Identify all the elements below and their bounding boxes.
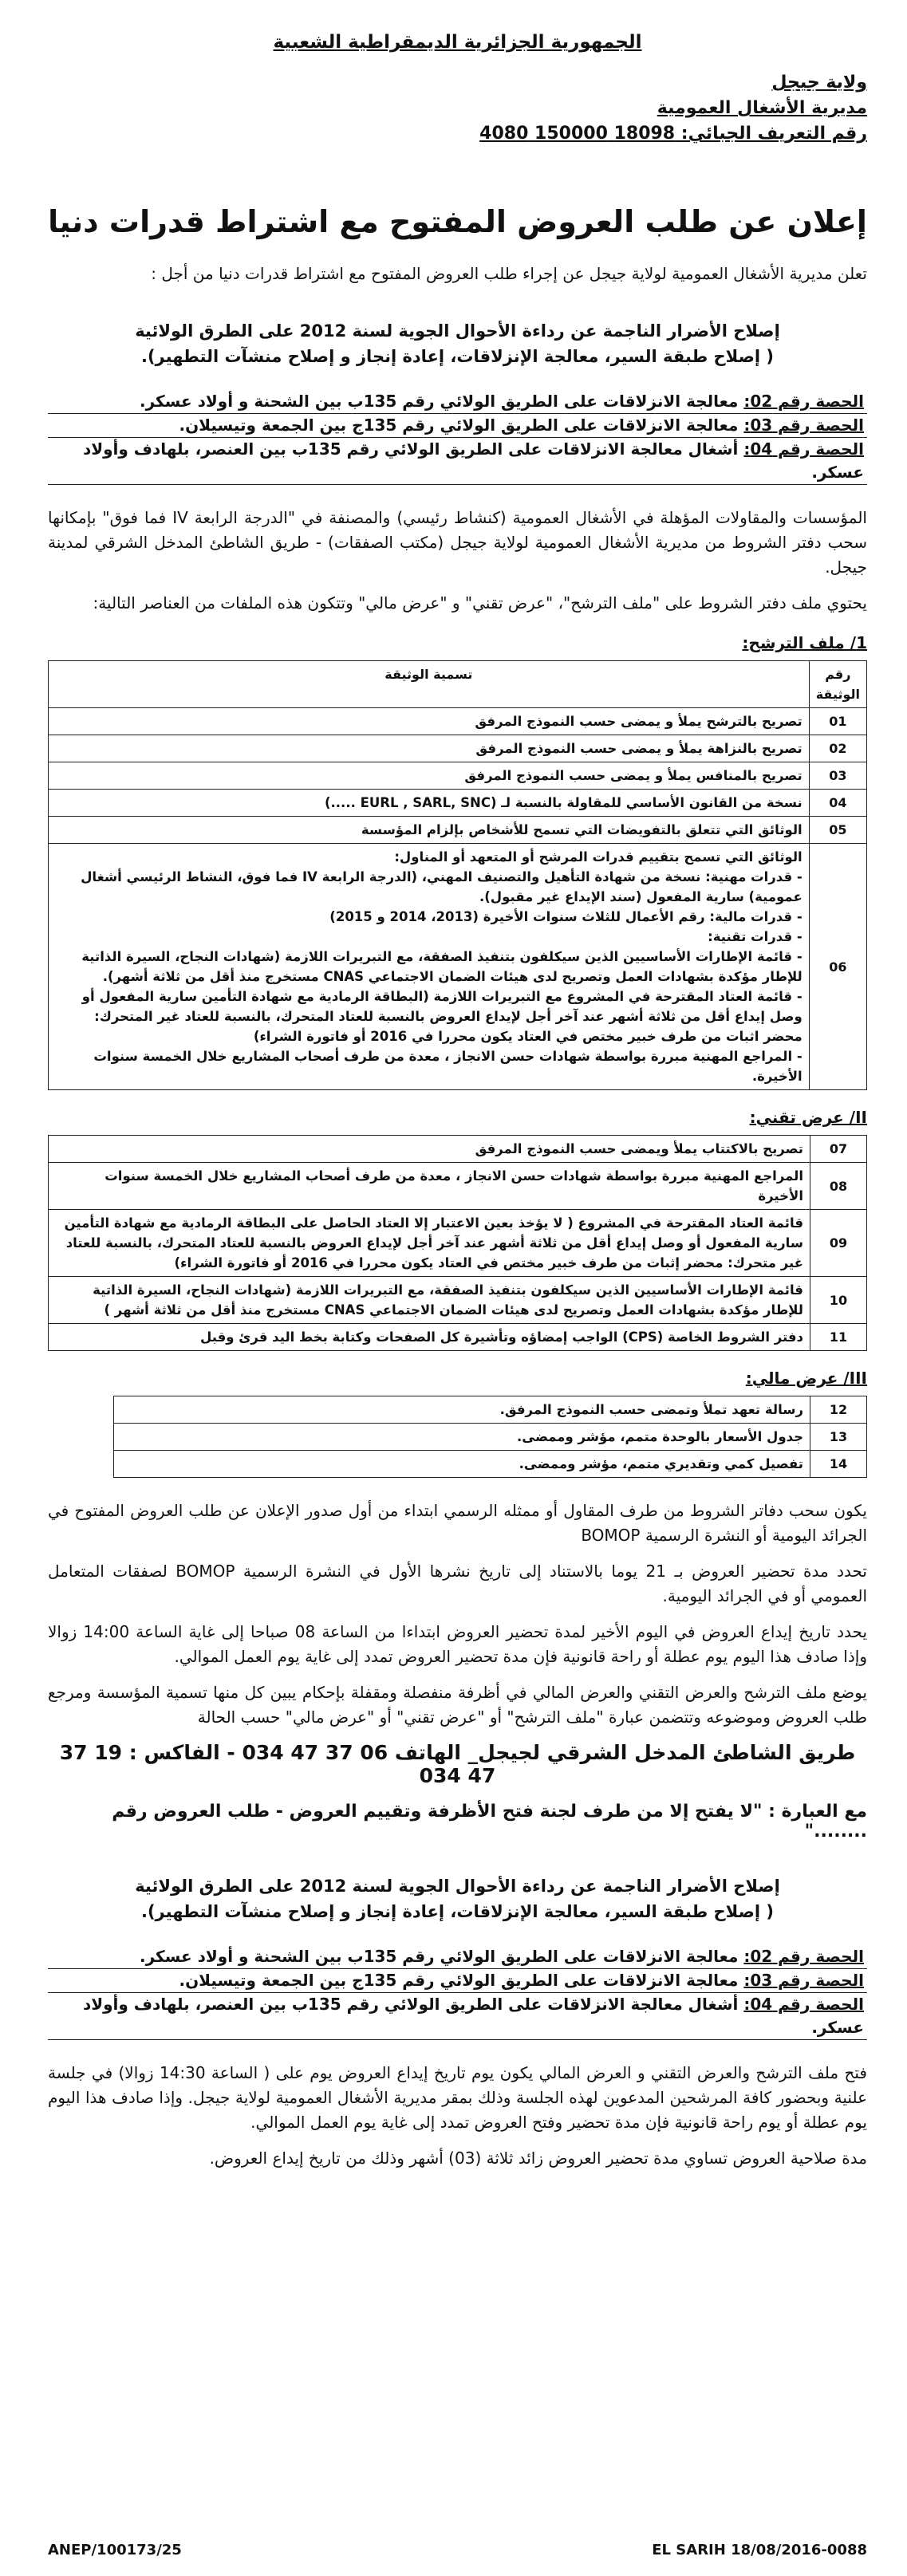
- table-row: [114, 1396, 867, 1424]
- doc-number: 04: [809, 790, 866, 817]
- project-description-repeat: [120, 1873, 795, 1924]
- lot-label: الحصة رقم 04:: [743, 439, 864, 459]
- page-footer: [48, 2542, 867, 2558]
- table-row: [49, 1210, 867, 1277]
- footer-anep-reference: ANEP/100173/25: [48, 2542, 182, 2558]
- doc-name: قائمة الإطارات الأساسيين الذين سيكلفون بتنفيذ الصفقة، مع التبريرات اللازمة (شهادات النجاح، السيرة الذاتية للإطار مؤكدة بشهادات العمل وتصريح لدى هيئات الضمان الاجتماعي CNAS مستخرج منذ أقل من ثلاثة أشهر ): [49, 1277, 810, 1324]
- lot-item: [48, 1993, 867, 2040]
- technical-offer-table: [48, 1135, 867, 1351]
- doc-number: 13: [810, 1424, 867, 1451]
- capacity-line: - قدرات مهنية: نسخة من شهادة التأهيل والتصنيف المهني، (الدرجة الرابعة IV فما فوق، النشاط الرئيسي أشغال عمومية) سارية المفعول (سند الإيداع غير مقبول).: [81, 869, 802, 904]
- lot-label: الحصة رقم 03:: [743, 1971, 864, 1990]
- doc-number: 10: [810, 1277, 867, 1324]
- capacity-line: الوثائق التي تسمح بتقييم قدرات المرشح أو المتعهد أو المناول:: [394, 849, 802, 865]
- candidacy-documents-table: [48, 660, 867, 1090]
- contents-paragraph: يحتوي ملف دفتر الشروط على "ملف الترشح"، "عرض تقني" و "عرض مالي" وتتكون هذه الملفات من العناصر التالية:: [93, 593, 867, 612]
- doc-name: تفصيل كمي وتقديري متمم، مؤشر وممضى.: [114, 1451, 810, 1478]
- table-row: [49, 762, 867, 790]
- table-row: [114, 1424, 867, 1451]
- doc-name: تصريح بالاكتتاب يملأ ويمضى حسب النموذج المرفق: [49, 1136, 810, 1163]
- doc-number: 09: [810, 1210, 867, 1277]
- project-line-2: ( إصلاح طبقة السير، معالجة الإنزلاقات، إعادة إنجاز و إصلاح منشآت التطهير).: [140, 1902, 775, 1921]
- project-line-1: إصلاح الأضرار الناجمة عن رداءة الأحوال الجوية لسنة 2012 على الطرق الولائية: [135, 321, 780, 341]
- doc-name: دفتر الشروط الخاصة (CPS) الواجب إمضاؤه وتأشيرة كل الصفحات وكتابة بخط اليد قرئ وقبل: [49, 1324, 810, 1351]
- capacity-line: - قدرات تقنية:: [708, 929, 802, 944]
- doc-name: تصريح بالترشح يملأ و يمضى حسب النموذج المرفق: [49, 708, 810, 735]
- table-row: [49, 1324, 867, 1351]
- financial-offer-table: [113, 1396, 867, 1478]
- doc-name: الوثائق التي تتعلق بالتفويضات التي تسمح للأشخاص بإلزام المؤسسة: [49, 817, 810, 844]
- footer-publication-reference: EL SARIH 18/08/2016-0088: [652, 2542, 867, 2558]
- doc-name: المراجع المهنية مبررة بواسطة شهادات حسن الانجاز ، معدة من طرف أصحاب المشاريع خلال الخمسة سنوات الأخيرة: [49, 1163, 810, 1210]
- lot-text: أشغال معالجة الانزلاقات على الطريق الولائي رقم 135ب بين العنصر، بلهادف وأولاد عسكر.: [82, 1995, 864, 2037]
- doc-name: رسالة تعهد تملأ وتمضى حسب النموذج المرفق.: [114, 1396, 810, 1424]
- project-line-1: إصلاح الأضرار الناجمة عن رداءة الأحوال الجوية لسنة 2012 على الطرق الولائية: [135, 1877, 780, 1896]
- lot-item: [48, 390, 867, 414]
- fiscal-id: رقم التعريف الجبائي: 18098 150000 4080: [479, 124, 867, 144]
- lot-text: معالجة الانزلاقات على الطريق الولائي رقم 135ب بين الشحنة و أولاد عسكر.: [139, 392, 744, 411]
- lot-text: أشغال معالجة الانزلاقات على الطريق الولائي رقم 135ب بين العنصر، بلهادف وأولاد عسكر.: [82, 439, 864, 482]
- doc-number: 05: [809, 817, 866, 844]
- table-row: [49, 817, 867, 844]
- wilaya-name: ولاية جيجل: [771, 73, 867, 93]
- closing-paragraph-envelopes: يوضع ملف الترشح والعرض التقني والعرض المالي في أظرفة منفصلة ومقفلة بإحكام يبين كل منها تسمية المؤسسة ومرجع طلب العروض وموضوعه وتتضمن عبارة "ملف الترشح" أو "عرض تقني" أو "عرض مالي" حسب الحالة: [48, 1683, 867, 1727]
- doc-number: 12: [810, 1396, 867, 1424]
- closing-paragraph-duration: تحدد مدة تحضير العروض بـ 21 يوما بالاستناد إلى تاريخ نشرها الأول في النشرة الرسمية BOMOP لصفقات المتعامل العمومي أو في الجرائد اليومية.: [48, 1562, 867, 1605]
- section-3-title: III/ عرض مالي:: [745, 1369, 867, 1388]
- table-row: [49, 1136, 867, 1163]
- doc-number: 14: [810, 1451, 867, 1478]
- column-header-name: تسمية الوثيقة: [49, 661, 810, 708]
- doc-name: [49, 844, 810, 1090]
- lot-label: الحصة رقم 03:: [743, 416, 864, 435]
- capacity-line: - قدرات مالية: رقم الأعمال للثلاث سنوات الأخيرة (2013، 2014 و 2015): [329, 909, 802, 924]
- directorate-name: مديرية الأشغال العمومية: [657, 98, 867, 118]
- table-row: [49, 708, 867, 735]
- contact-address: طريق الشاطئ المدخل الشرقي لجيجل_ الهاتف 06 37 47 034 - الفاكس : 19 37 47 034: [59, 1741, 856, 1787]
- capacity-line: - قائمة الإطارات الأساسيين الذين سيكلفون بتنفيذ الصفقة، مع التبريرات اللازمة (شهادات النجاح، السيرة الذاتية للإطار مؤكدة بشهادات العمل وتصريح لدى هيئات الضمان الاجتماعي CNAS مستخرج منذ أقل من ثلاثة أشهر).: [81, 949, 802, 984]
- table-header-row: [49, 661, 867, 708]
- lots-list-repeat: [48, 1945, 867, 2040]
- doc-number: 07: [810, 1136, 867, 1163]
- doc-number: 11: [810, 1324, 867, 1351]
- lot-item: [48, 1969, 867, 1993]
- project-line-2: ( إصلاح طبقة السير، معالجة الإنزلاقات، إعادة إنجاز و إصلاح منشآت التطهير).: [140, 347, 775, 366]
- doc-number: 06: [809, 844, 866, 1090]
- section-1-title: 1/ ملف الترشح:: [742, 633, 867, 652]
- column-header-number: رقم الوثيقة: [809, 661, 866, 708]
- closing-paragraph-deposit: يحدد تاريخ إيداع العروض في اليوم الأخير لمدة تحضير العروض ابتداءا من الساعة 08 صباحا إلى غاية الساعة 14:00 زوالا وإذا صادف هذا اليوم يوم عطلة أو راحة قانونية فإن مدة تحضير العروض تمدد إلى غاية يوم العمل الموالي.: [48, 1622, 868, 1666]
- table-row: [49, 735, 867, 762]
- project-description: [120, 318, 795, 369]
- table-row: [49, 1277, 867, 1324]
- announcement-title: إعلان عن طلب العروض المفتوح مع اشتراط قدرات دنيا: [48, 204, 867, 239]
- closing-paragraph-opening: فتح ملف الترشح والعرض التقني و العرض المالي يكون يوم تاريخ إيداع العروض يوم على ( الساعة 14:30 زوالا) في جلسة علنية وبحضور كافة المرشحين المدعوين لهذه الجلسة وذلك بمقر مديرية الأشغال العمومية لولاية جيجل. وإذا صادف هذا اليوم يوم عطلة أو يوم راحة قانونية فإن مدة تحضير وفتح العروض تمدد إلى غاية يوم العمل الموالي.: [48, 2063, 867, 2132]
- lot-text: معالجة الانزلاقات على الطريق الولائي رقم 135ج بين الجمعة وتيسيلان.: [179, 416, 744, 435]
- lot-item: [48, 414, 867, 438]
- doc-name: قائمة العتاد المقترحة في المشروع ( لا يؤخذ بعين الاعتبار إلا العتاد الحاصل على البطاقة الرمادية مع شهادة التأمين سارية المفعول أو وصل إيداع أقل من ثلاثة أشهر عند آخر أجل لإيداع العروض بالنسبة للعتاد المتحرك، بالنسبة للعتاد غير متحرك: محضر إثبات من طرف خبير مختص في العتاد يكون محررا في 2016 أو فاتورة الشراء): [49, 1210, 810, 1277]
- lot-label: الحصة رقم 04:: [743, 1995, 864, 2014]
- closing-paragraph-withdrawal: يكون سحب دفاتر الشروط من طرف المقاول أو ممثله الرسمي ابتداء من أول صدور الإعلان عن طلب العروض المفتوح في الجرائد اليومية أو النشرة الرسمية BOMOP: [48, 1501, 867, 1545]
- table-row: [49, 790, 867, 817]
- doc-name: تصريح بالمنافس يملأ و يمضى حسب النموذج المرفق: [49, 762, 810, 790]
- lot-item: [48, 1945, 867, 1969]
- lot-text: معالجة الانزلاقات على الطريق الولائي رقم 135ب بين الشحنة و أولاد عسكر.: [139, 1947, 744, 1966]
- eligibility-paragraph: المؤسسات والمقاولات المؤهلة في الأشغال العمومية (كنشاط رئيسي) والمصنفة في "الدرجة الرابعة IV فما فوق" بإمكانها سحب دفتر الشروط من مديرية الأشغال العمومية لولاية جيجل (مكتب الصفقات) - طريق الشاطئ المدخل الشرقي لمدينة جيجل.: [48, 508, 867, 577]
- section-2-title: II/ عرض تقني:: [749, 1108, 867, 1127]
- lot-label: الحصة رقم 02:: [743, 1947, 864, 1966]
- capacity-line: - المراجع المهنية مبررة بواسطة شهادات حسن الانجاز ، معدة من طرف أصحاب المشاريع خلال الخمسة سنوات الأخيرة.: [93, 1049, 802, 1084]
- republic-header: الجمهورية الجزائرية الديمقراطية الشعبية: [273, 32, 642, 53]
- lot-item: [48, 438, 867, 485]
- doc-name: نسخة من القانون الأساسي للمقاولة بالنسبة لـ (EURL , SARL, SNC .....): [49, 790, 810, 817]
- capacity-line: - قائمة العتاد المقترحة في المشروع مع التبريرات اللازمة (البطاقة الرمادية مع شهادة التأمين سارية المفعول أو وصل إيداع أقل من ثلاثة أشهر عند آخر أجل لإيداع العروض بالنسبة للعتاد المتحرك، بالنسبة للعتاد غير المتحرك: محضر اثبات من طرف خبير مختص في العتاد يكون محررا في 2016 أو فاتورة الشراء): [81, 989, 802, 1044]
- doc-number: 03: [809, 762, 866, 790]
- table-row: [49, 1163, 867, 1210]
- intro-paragraph: تعلن مديرية الأشغال العمومية لولاية جيجل عن إجراء طلب العروض المفتوح مع اشتراط قدرات دنيا من أجل :: [151, 264, 867, 283]
- doc-name: تصريح بالنزاهة يملأ و يمضى حسب النموذج المرفق: [49, 735, 810, 762]
- table-row: [114, 1451, 867, 1478]
- lot-label: الحصة رقم 02:: [743, 392, 864, 411]
- doc-number: 01: [809, 708, 866, 735]
- envelope-mention: مع العبارة : "لا يفتح إلا من طرف لجنة فتح الأظرفة وتقييم العروض - طلب العروض رقم ........": [112, 1802, 867, 1841]
- doc-number: 08: [810, 1163, 867, 1210]
- lot-text: معالجة الانزلاقات على الطريق الولائي رقم 135ج بين الجمعة وتيسيلان.: [179, 1971, 744, 1990]
- lots-list: [48, 390, 867, 485]
- closing-paragraph-validity: مدة صلاحية العروض تساوي مدة تحضير العروض زائد ثلاثة (03) أشهر وذلك من تاريخ إيداع العروض.: [209, 2149, 867, 2168]
- table-row: [49, 844, 867, 1090]
- doc-number: 02: [809, 735, 866, 762]
- doc-name: جدول الأسعار بالوحدة متمم، مؤشر وممضى.: [114, 1424, 810, 1451]
